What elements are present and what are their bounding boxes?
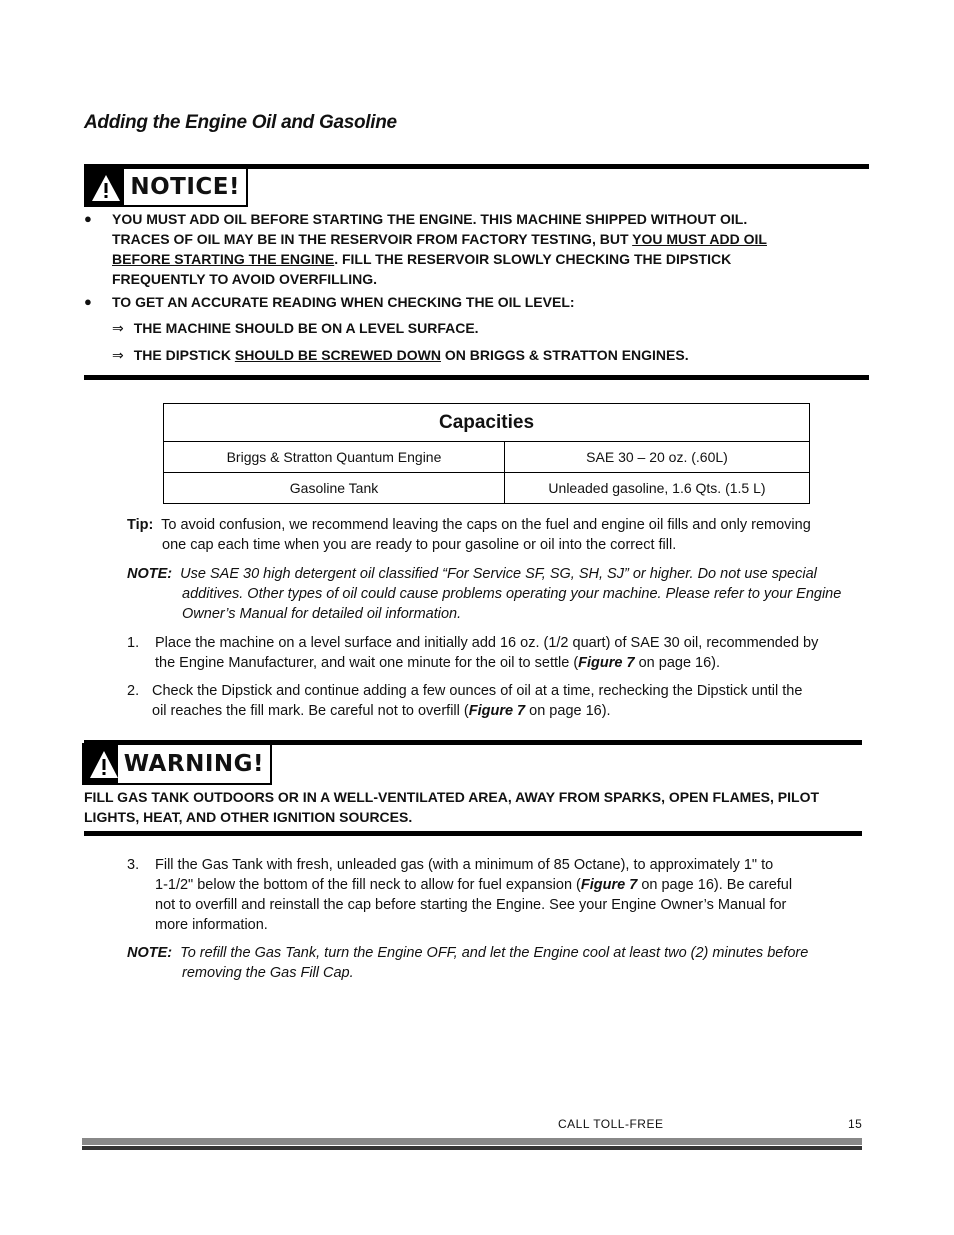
step-3-line-2: 1-1/2" below the bottom of the fill neck to allow for fuel expansion (Figure 7 on page 16). Be careful [155,877,793,893]
step-1-line-2: the Engine Manufacturer, and wait one minute for the oil to settle (Figure 7 on page 16). [155,655,721,671]
section-title: Adding the Engine Oil and Gasoline [84,112,397,133]
step-number: 3. [127,857,140,873]
note-2-line-2: removing the Gas Fill Cap. [182,965,354,981]
right-arrow-icon: ⇒ [112,348,124,364]
table-cell: SAE 30 – 20 oz. (.60L) [505,442,810,473]
warning-triangle-icon [84,745,118,783]
figure-reference[interactable]: Figure 7 [468,703,526,719]
step-3-line-4: more information. [155,917,268,933]
warning-line-2: LIGHTS, HEAT, AND OTHER IGNITION SOURCES. [84,809,413,825]
capacities-table [163,403,810,504]
tip-paragraph [127,515,867,555]
note-1-line-2: additives. Other types of oil could cause problems operating your machine. Please refer to your Engine [182,586,842,602]
notice-bottom-rule [84,375,869,380]
footer-rule-gray [82,1138,862,1145]
note-paragraph-1 [127,564,867,624]
footer-phone-label: CALL TOLL-FREE [558,1117,664,1131]
note-label: NOTE: [127,945,173,961]
notice-bullet-1-line-1: YOU MUST ADD OIL BEFORE STARTING THE ENGINE. THIS MACHINE SHIPPED WITHOUT OIL. [112,211,748,227]
notice-label: NOTICE! [130,174,240,200]
tip-line-1: Tip: To avoid confusion, we recommend leaving the caps on the fuel and engine oil fills and only removing [127,517,811,533]
notice-bullet-1 [84,209,824,289]
warning-bottom-rule [84,831,862,836]
note-1-line-3: Owner’s Manual for detailed oil information. [182,606,462,622]
note-paragraph-2 [127,943,867,983]
step-1 [127,633,867,673]
table-cell: Unleaded gasoline, 1.6 Qts. (1.5 L) [505,473,810,504]
warning-line-1: FILL GAS TANK OUTDOORS OR IN A WELL-VENTILATED AREA, AWAY FROM SPARKS, OPEN FLAMES, PILOT [84,789,820,805]
table-cell: Briggs & Stratton Quantum Engine [164,442,505,473]
warning-triangle-icon [86,169,124,205]
notice-bullet-1-line-3: BEFORE STARTING THE ENGINE. FILL THE RESERVOIR SLOWLY CHECKING THE DIPSTICK [112,251,732,267]
capacities-title: Capacities [164,404,810,442]
figure-reference[interactable]: Figure 7 [580,877,638,893]
tip-label: Tip: [127,517,154,533]
before-starting-emphasis: BEFORE STARTING THE ENGINE [112,251,335,267]
screwed-down-emphasis: SHOULD BE SCREWED DOWN [234,347,441,363]
table-cell: Gasoline Tank [164,473,505,504]
notice-bullet-1-line-4: FREQUENTLY TO AVOID OVERFILLING. [112,271,377,287]
warning-text [84,787,862,827]
right-arrow-icon: ⇒ [112,321,124,337]
page-number: 15 [848,1117,863,1131]
note-label: NOTE: [127,566,173,582]
tip-line-2: one cap each time when you are ready to pour gasoline or oil into the correct fill. [162,537,677,553]
must-add-oil-emphasis: YOU MUST ADD OIL [632,231,767,247]
notice-badge [84,167,248,207]
warning-label: WARNING! [123,751,264,777]
step-3-line-1: Fill the Gas Tank with fresh, unleaded gas (with a minimum of 85 Octane), to approximately 1" to [155,857,774,873]
footer-rule-dark [82,1146,862,1150]
bullet-icon: ● [84,211,92,226]
notice-sub-item-2: ⇒ THE DIPSTICK SHOULD BE SCREWED DOWN ON BRIGGS & STRATTON ENGINES. [112,347,689,364]
table-row [164,473,810,504]
notice-sub-item-1: ⇒ THE MACHINE SHOULD BE ON A LEVEL SURFACE. [112,320,479,337]
step-2 [127,681,867,721]
step-2-line-2: oil reaches the fill mark. Be careful not to overfill (Figure 7 on page 16). [152,703,611,719]
step-number: 1. [127,635,140,651]
figure-reference[interactable]: Figure 7 [578,655,635,671]
step-number: 2. [127,683,140,699]
warning-badge [82,743,272,785]
step-3-line-3: not to overfill and reinstall the cap before starting the Engine. See your Engine Owner’s Manual for [155,897,787,913]
bullet-icon: ● [84,294,92,309]
notice-bullet-1-line-2: TRACES OF OIL MAY BE IN THE RESERVOIR FROM FACTORY TESTING, BUT YOU MUST ADD OIL [112,231,767,247]
step-2-line-1: Check the Dipstick and continue adding a few ounces of oil at a time, rechecking the Dipstick until the [152,683,803,699]
note-1-line-1: NOTE: Use SAE 30 high detergent oil classified “For Service SF, SG, SH, SJ” or higher. Do not use special [127,566,817,582]
step-1-line-1: Place the machine on a level surface and initially add 16 oz. (1/2 quart) of SAE 30 oil, recommended by [155,635,819,651]
table-row [164,442,810,473]
note-2-line-1: NOTE: To refill the Gas Tank, turn the Engine OFF, and let the Engine cool at least two (2) minutes before [127,945,809,961]
notice-bullet-2: ● TO GET AN ACCURATE READING WHEN CHECKING THE OIL LEVEL: [84,294,575,310]
step-3 [127,855,867,935]
